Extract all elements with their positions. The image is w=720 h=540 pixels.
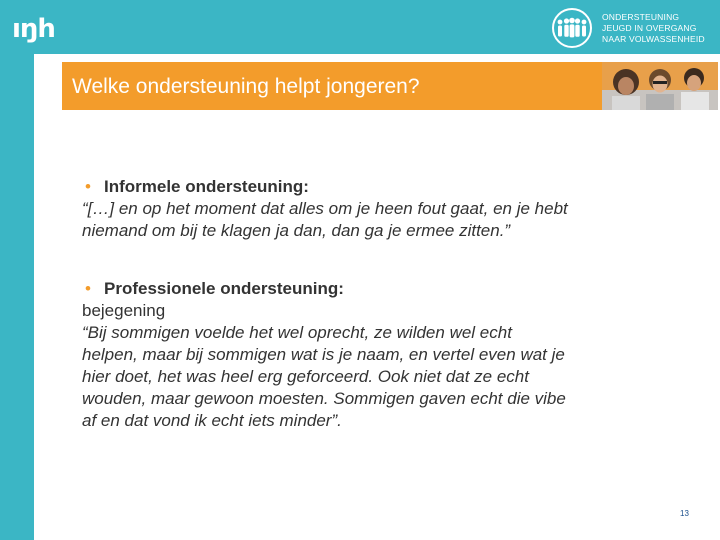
slide-content bbox=[82, 176, 682, 432]
brand-line-1: ONDERSTEUNING bbox=[602, 11, 680, 22]
professional-quote-line-4: wouden, maar gewoon moesten. Sommigen gaven echt die vibe bbox=[82, 389, 566, 408]
left-accent-strip bbox=[0, 54, 34, 540]
brand-block bbox=[552, 8, 705, 48]
professional-support-block bbox=[82, 278, 682, 432]
brand-line-3: NAAR VOLWASSENHEID bbox=[602, 33, 705, 44]
slide-title: Welke ondersteuning helpt jongeren? bbox=[72, 75, 420, 98]
brand-line-2: JEUGD IN OVERGANG bbox=[602, 22, 697, 33]
group-of-young-people-photo bbox=[602, 62, 718, 110]
logo: ıŋh bbox=[12, 14, 55, 44]
informal-support-block bbox=[82, 176, 682, 242]
bullet-professional bbox=[82, 278, 682, 300]
page-number: 13 bbox=[680, 509, 689, 518]
professional-quote-line-1: “Bij sommigen voelde het wel oprecht, ze wilden wel echt bbox=[82, 323, 512, 342]
header-bar bbox=[0, 0, 720, 54]
informal-heading: Informele ondersteuning: bbox=[104, 177, 309, 196]
group-of-people-icon bbox=[552, 8, 592, 48]
informal-quote-line-1: “[…] en op het moment dat alles om je heen fout gaat, en je hebt bbox=[82, 199, 568, 218]
professional-quote-line-3: hier doet, het was heel erg geforceerd. Ook niet dat ze echt bbox=[82, 367, 529, 386]
professional-subheading: bejegening bbox=[82, 301, 166, 320]
title-band bbox=[62, 62, 602, 110]
professional-quote-line-2: helpen, maar bij sommigen wat is je naam, en vertel even wat je bbox=[82, 345, 565, 364]
professional-quote-line-5: af en dat vond ik echt iets minder”. bbox=[82, 411, 342, 430]
bullet-marker: • bbox=[85, 177, 91, 196]
brand-name bbox=[602, 12, 705, 45]
bullet-informal bbox=[82, 176, 682, 198]
informal-quote-line-2: niemand om bij te klagen ja dan, dan ga je ermee zitten.” bbox=[82, 221, 511, 240]
bullet-marker: • bbox=[85, 279, 91, 298]
professional-heading: Professionele ondersteuning: bbox=[104, 279, 344, 298]
